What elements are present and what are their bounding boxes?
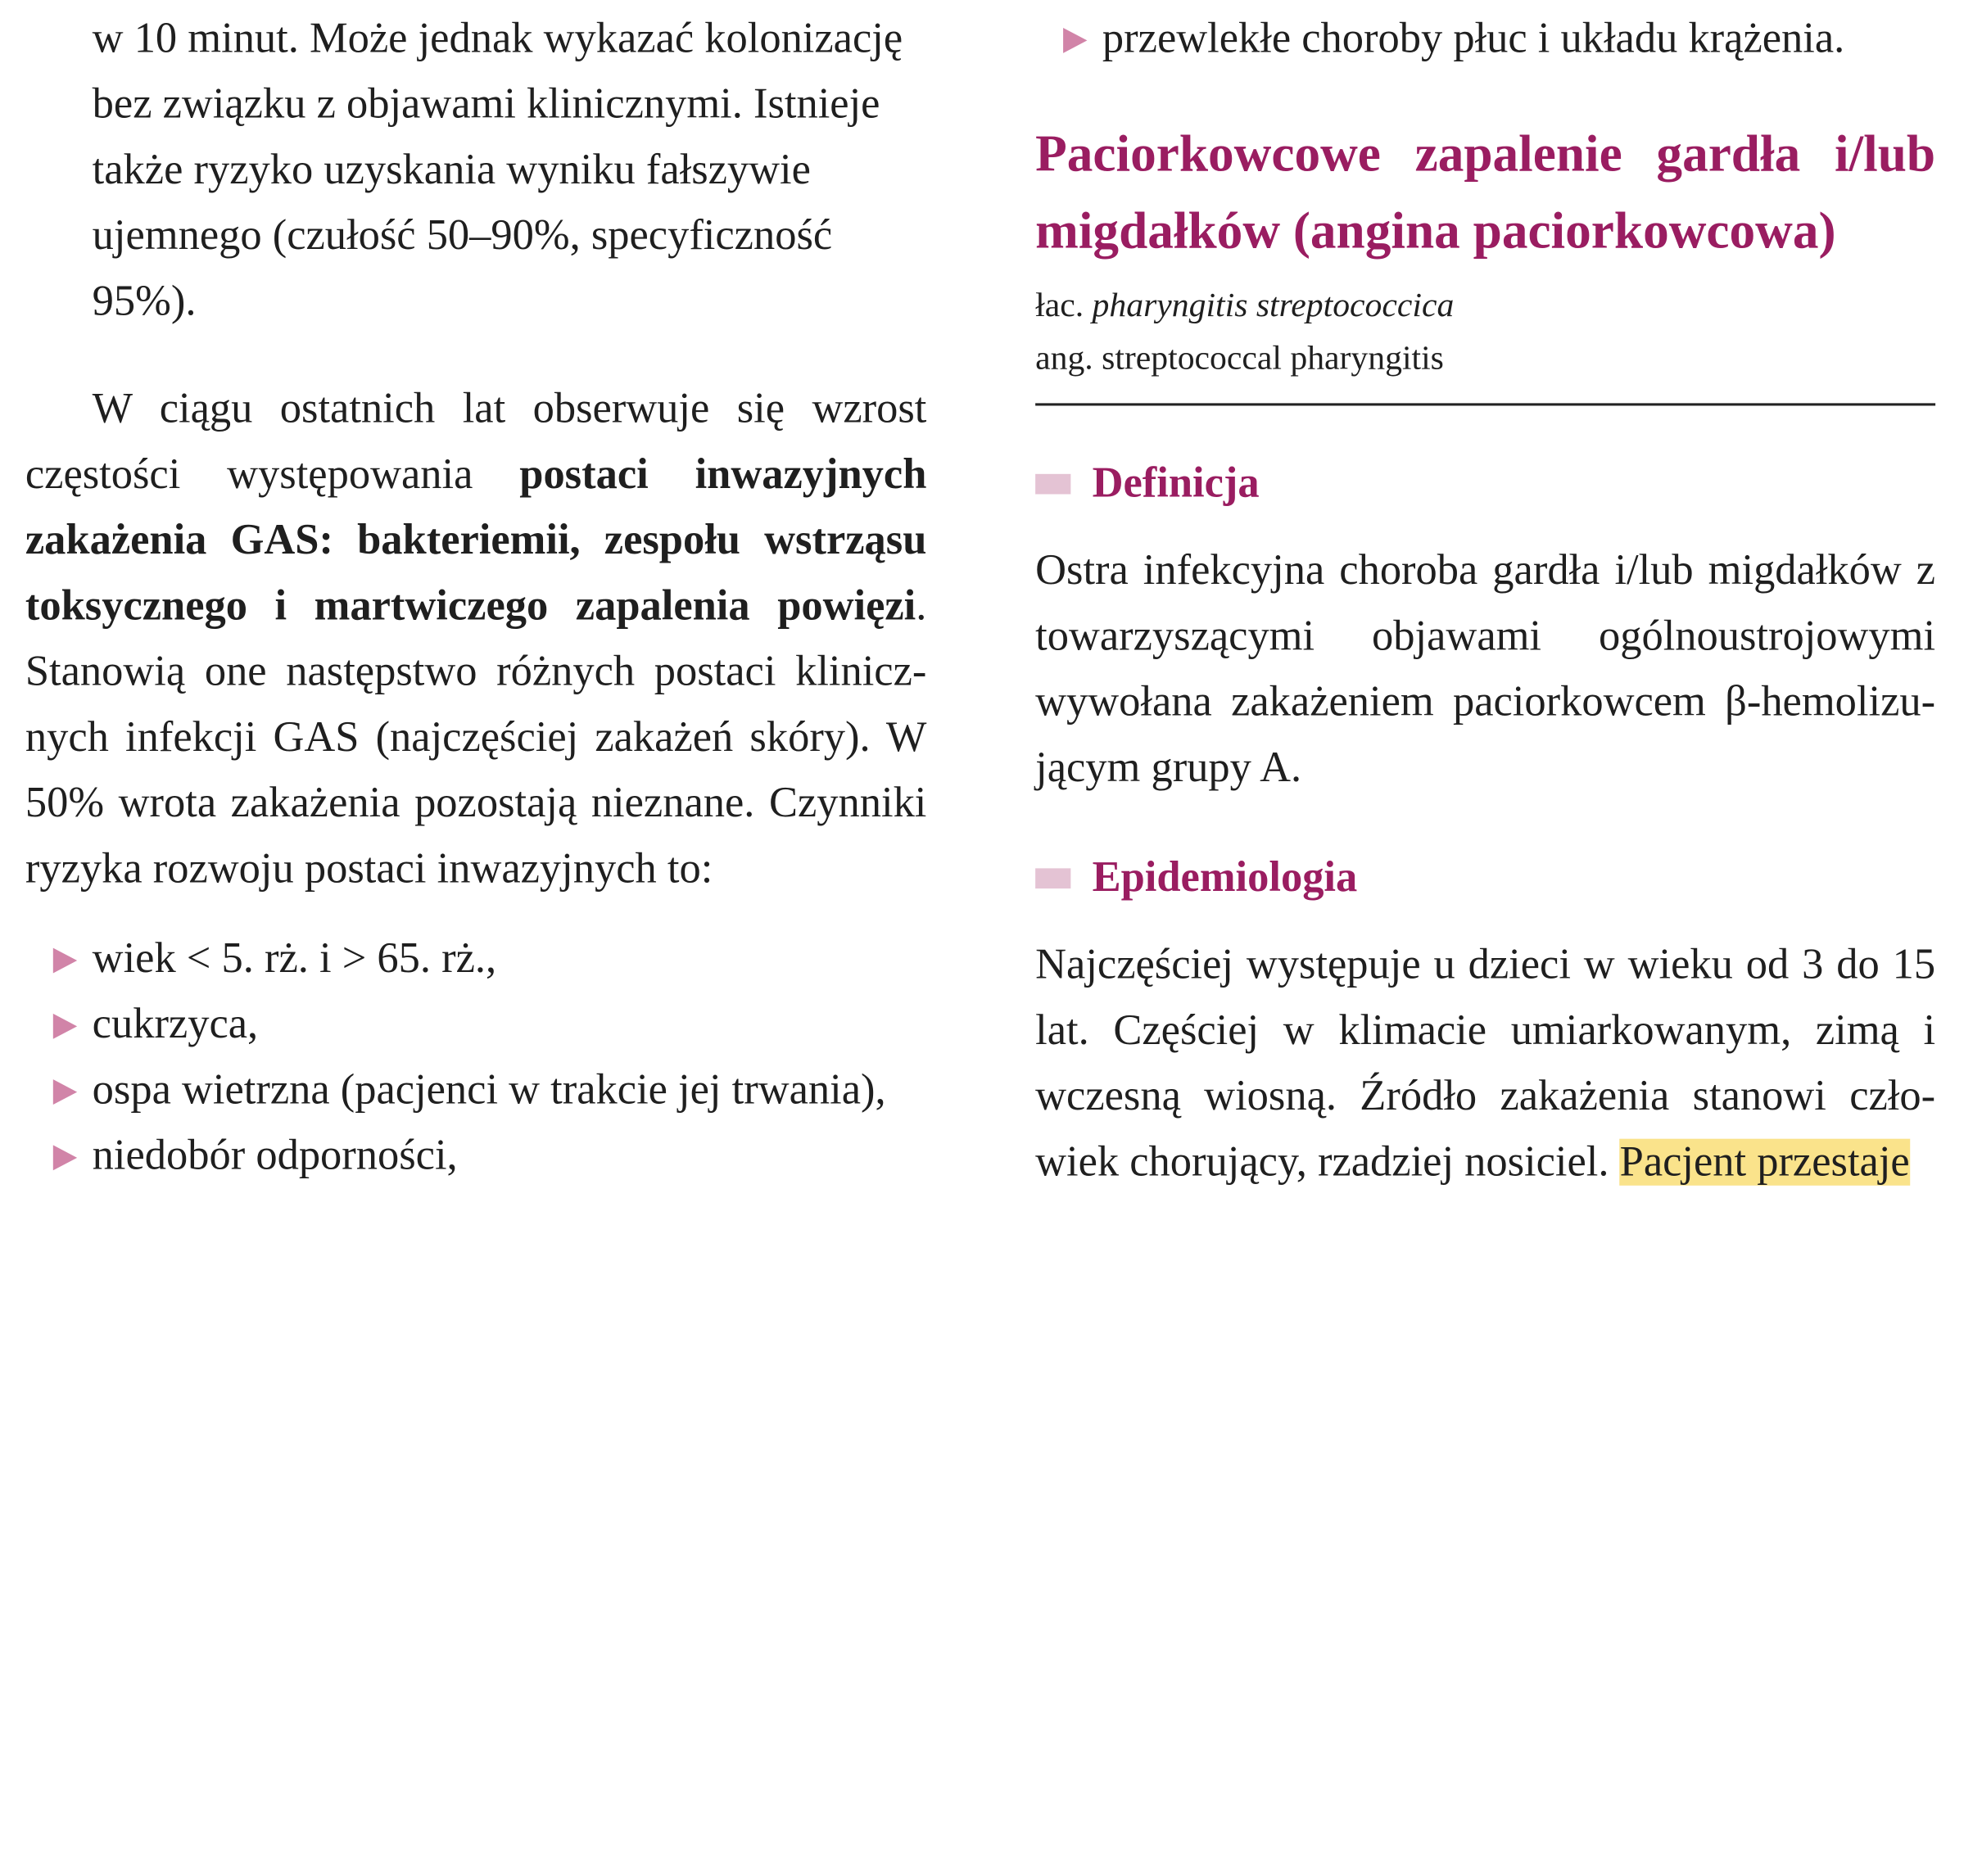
english-name-line: ang. streptococcal pharyngitis [1035, 338, 1444, 377]
list-item [25, 992, 927, 1058]
list-item [1035, 7, 1935, 72]
heading-divider [1035, 403, 1935, 405]
chapter-heading: Paciorkowcowe zapalenie gardła i/lub migdałków (angina paciorkowcowa) [1035, 124, 1936, 260]
list-item-text: cukrzyca, [92, 1001, 259, 1048]
list-item [25, 1058, 927, 1123]
paragraph-bold-term: postaci inwazyjnych zakażenia GAS: bakteriemii, zespołu wstrząsu toksycznego i martwiczego zapalenia powięzi [25, 451, 927, 630]
triangle-bullet-icon [53, 1079, 77, 1105]
risk-factors-list-continued [1035, 7, 1935, 72]
latin-prefix: łac. [1035, 285, 1093, 324]
paragraph-rest: . Stanowią one następstwo różnych postaci klinicznych infekcji GAS (najczęściej zakażeń skóry). W 50% wrota zakażenia pozostają nieznane. Czynniki ryzyka rozwoju postaci inwazyjnych to: [25, 582, 927, 893]
invasive-gas-paragraph [25, 377, 927, 902]
definition-paragraph: Ostra infekcyjna choroba gardła i/lub migdałków z towarzyszącymi objawami ogólnoustrojowymi wywołana zakażeniem paciorkowcem β-hemolizującym grupy A. [1035, 547, 1936, 792]
latin-name-line [1035, 278, 1935, 332]
epidemiology-section-title [1035, 846, 1935, 911]
list-item-text: wiek < 5. rż. i > 65. rż., [92, 935, 497, 983]
highlighted-text[interactable]: Pacjent przestaje [1619, 1138, 1910, 1186]
triangle-bullet-icon [53, 948, 77, 974]
section-square-icon [1035, 474, 1070, 495]
definition-section-title [1035, 451, 1935, 517]
triangle-bullet-icon [1063, 28, 1087, 53]
list-item-text: niedobór odporności, [92, 1132, 458, 1180]
latin-name: pharyngitis streptococcica [1092, 285, 1455, 324]
triangle-bullet-icon [53, 1014, 77, 1039]
risk-factors-list [25, 926, 927, 1189]
section-title-text: Epidemiologia [1092, 854, 1358, 902]
list-item-text: ospa wietrzna (pacjenci w trakcie jej trwania), [92, 1066, 886, 1114]
paragraph-intro: W ciągu ostatnich lat obserwuje się wzrost częstości występowania [25, 385, 927, 499]
triangle-bullet-icon [53, 1145, 77, 1170]
list-item [25, 1123, 927, 1189]
list-item-text: przewlekłe choroby płuc i układu krążenia. [1102, 15, 1845, 62]
epidemiology-paragraph [1035, 933, 1935, 1196]
section-square-icon [1035, 868, 1070, 888]
list-item [25, 926, 927, 992]
left-column [25, 0, 927, 1189]
epidemiology-text: Najczęściej występuje u dzieci w wieku od 3 do 15 lat. Częściej w klimacie umiarkowanym, zimą i wczesną wiosną. Źródło zakażenia stanowi człowiek chorujący, rzadziej nosiciel. [1035, 941, 1936, 1186]
continuation-paragraph: w 10 minut. Może jednak wykazać kolonizację bez związku z objawami klinicznymi. Istnieje także ryzyko uzyskania wyniku fałszywie ujemnego (czułość 50–90%, specyficzność 95%). [92, 15, 903, 325]
section-title-text: Definicja [1092, 459, 1260, 507]
right-column [1035, 0, 1935, 1196]
